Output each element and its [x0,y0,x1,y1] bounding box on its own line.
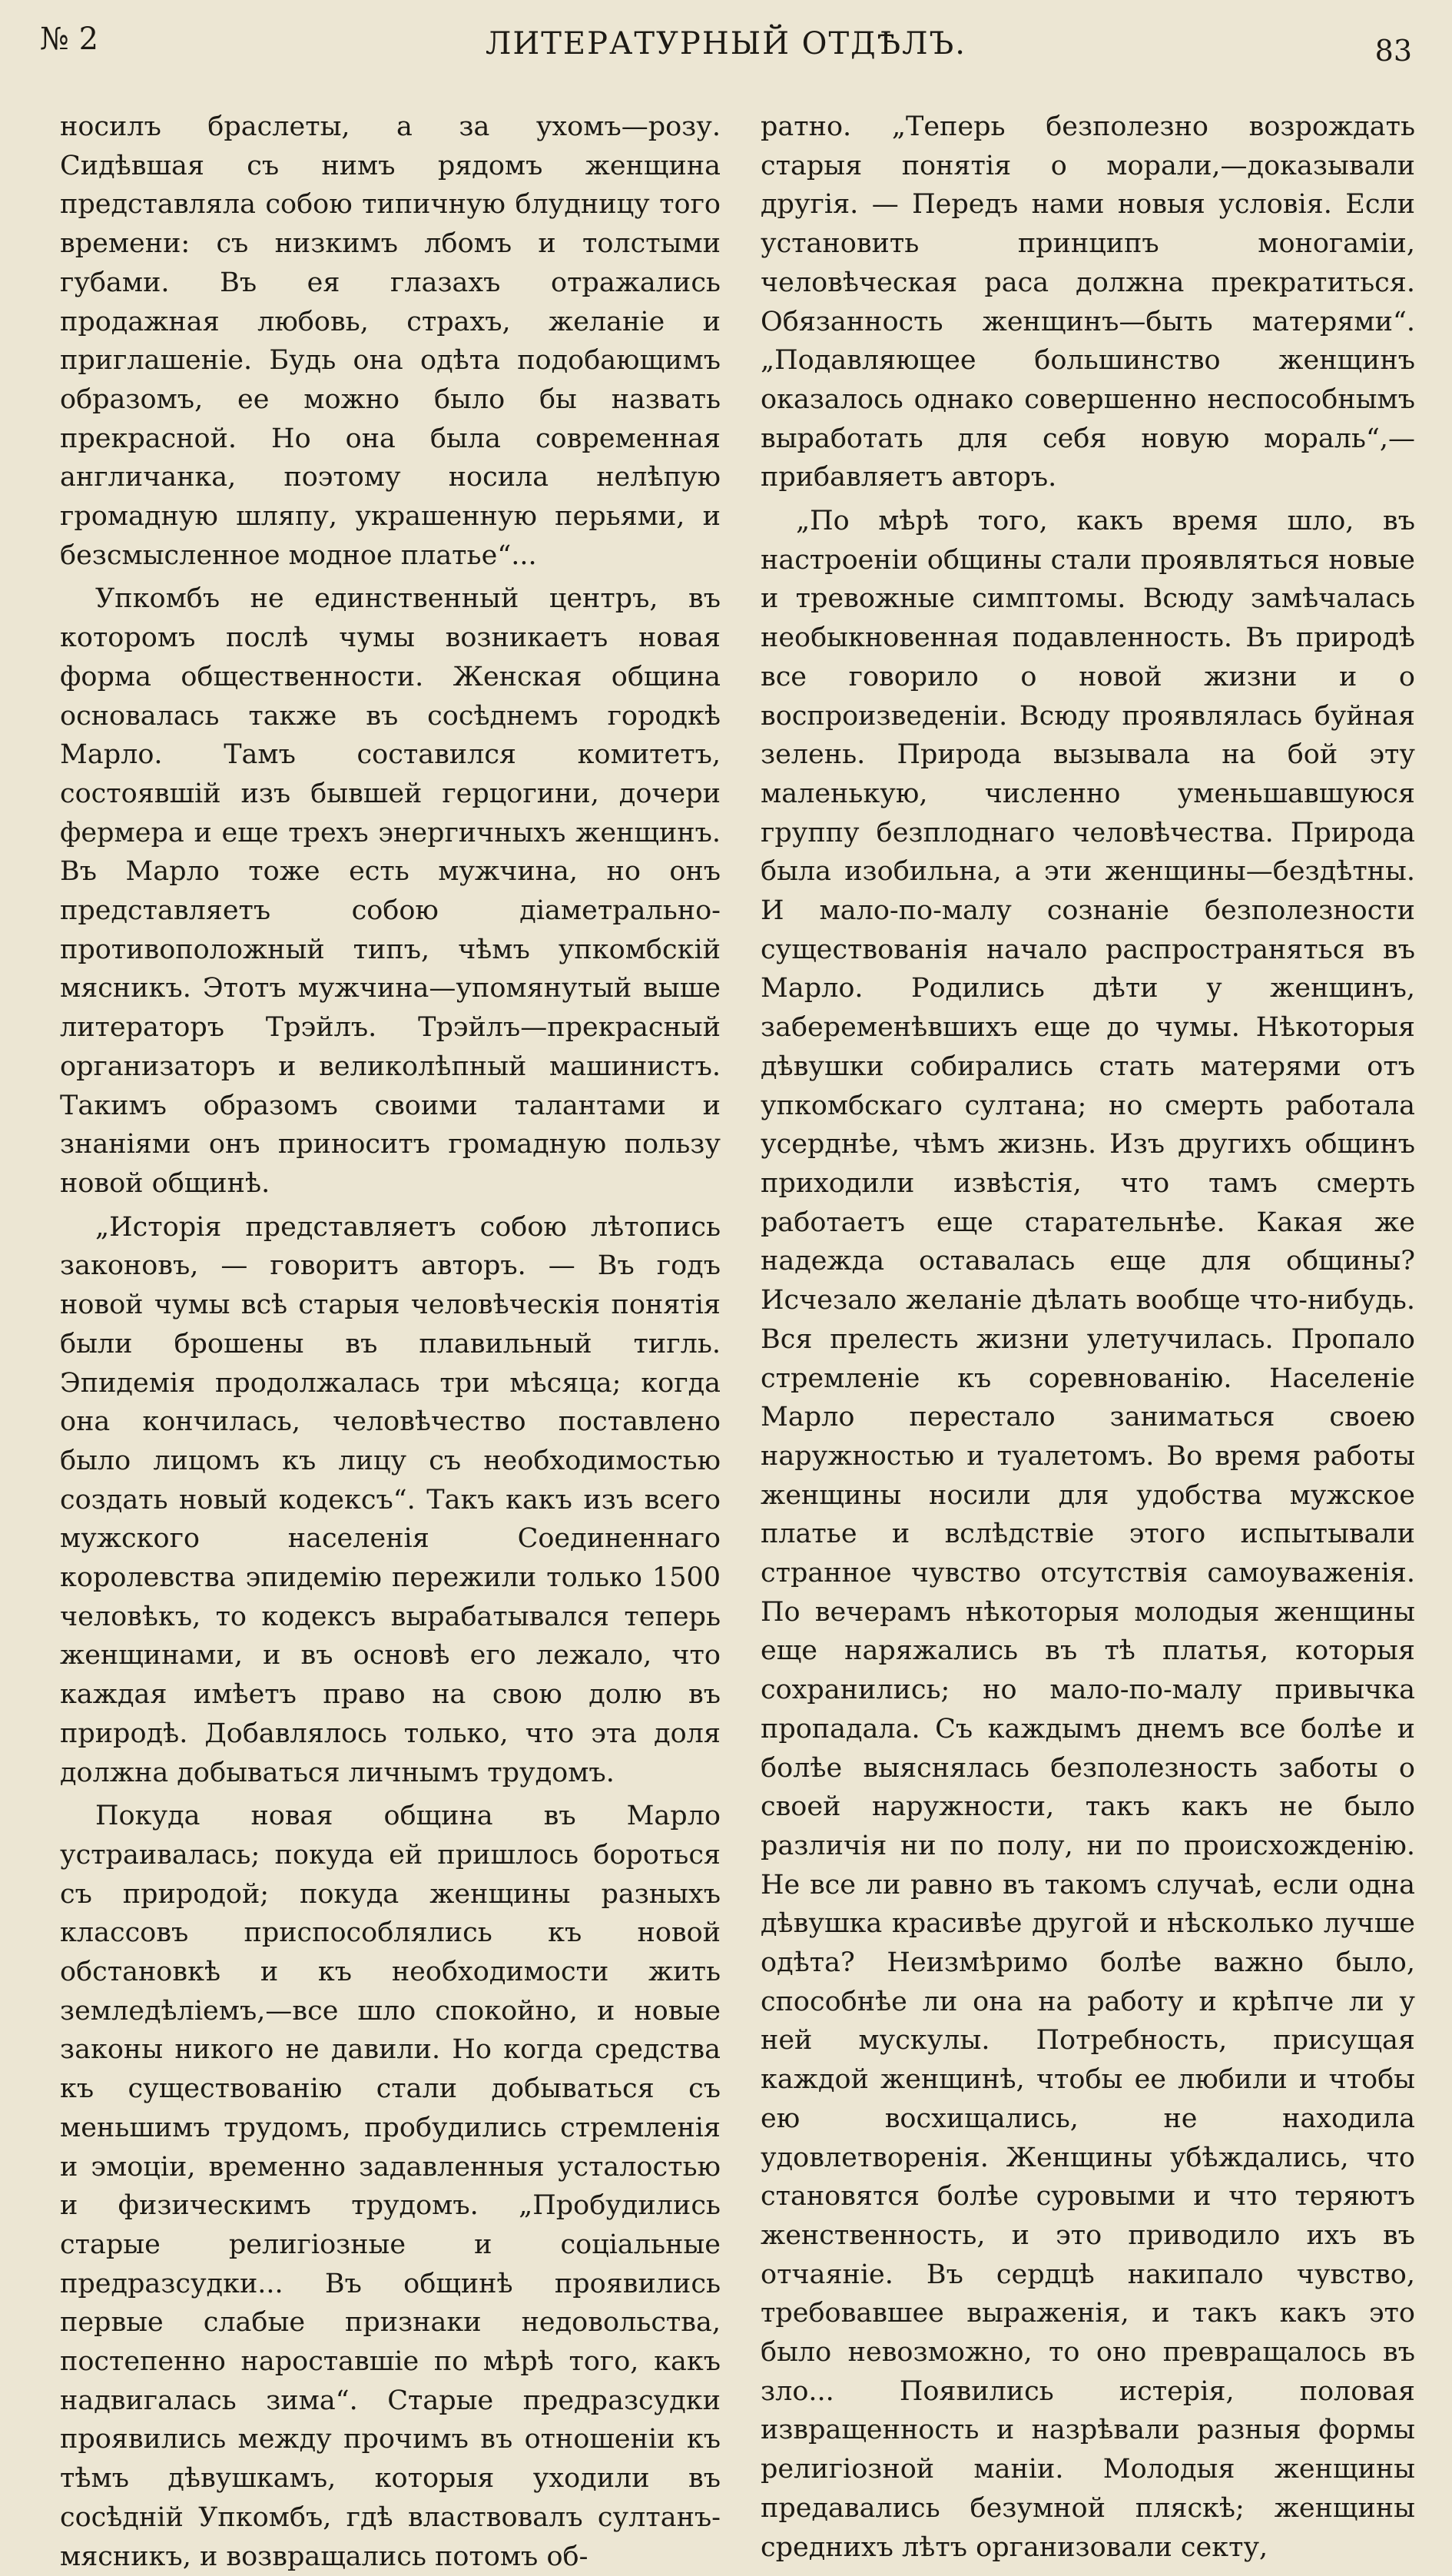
paragraph: носилъ браслеты, а за ухомъ—розу. Сидѣвшая съ нимъ рядомъ женщина представляла собою типичную блудницу того времени: съ низкимъ лбомъ и толстыми губами. Въ ея глазахъ отражались продажная любовь, страхъ, желаніе и приглашеніе. Будь она одѣта подобающимъ образомъ, ее можно было бы назвать прекрасной. Но она была современная англичанка, поэтому носила нелѣпую громадную шляпу, украшенную перьями, и безсмысленное модное платье“... [60,111,721,571]
section-title: ЛИТЕРАТУРНЫЙ ОТДѢЛЪ. [485,26,966,61]
paragraph: „По мѣрѣ того, какъ время шло, въ настроеніи общины стали проявляться новые и тревожные симптомы. Всюду замѣчалась необыкновенная подавленность. Въ природѣ все говорило о новой жизни и о воспроизведеніи. Всюду проявлялась буйная зелень. Природа вызывала на бой эту маленькую, численно уменьшавшуюся группу безплоднаго человѣчества. Природа была изобильна, а эти женщины—бездѣтны. И мало-по-малу сознаніе безполезности существованія начало распространяться въ Марло. Родились дѣти у женщинъ, забеременѣвшихъ еще до чумы. Нѣкоторыя дѣвушки собирались стать матерями отъ упкомбскаго султана; но смерть работала усерднѣе, чѣмъ жизнь. Изъ другихъ общинъ приходили извѣстія, что тамъ смерть работаетъ еще старательнѣе. Какая же надежда оставалась еще для общины? Исчезало желаніе дѣлать вообще что-нибудь. Вся прелесть жизни улетучилась. Пропало стремленіе къ соревнованію. Населеніе Марло перестало заниматься своею наружностью и туалетомъ. Во время работы женщины носили для удобства мужское платье и вслѣдствіе этого испытывали странное чувство отсутствія самоуваженія. По вечерамъ нѣкоторыя молодыя женщины еще наряжались въ тѣ платья, которыя сохранились; но мало-по-малу привычка пропадала. Съ каждымъ днемъ все болѣе и болѣе выяснялась безполезность заботы о своей наружности, такъ какъ не было различія ни по полу, ни по происхожденію. Не все ли равно въ такомъ случаѣ, если одна дѣвушка красивѣе другой и нѣсколько лучше одѣта? Неизмѣримо болѣе важно было, способнѣе ли она на работу и крѣпче ли у ней мускулы. Потребность, присущая каждой женщинѣ, чтобы ее любили и чтобы ею восхищались, не находила удовлетворенія. Женщины убѣждались, что становятся болѣе суровыми и что теряютъ женственность, и это приводило ихъ въ отчаяніе. Въ сердцѣ накипало чувство, требовавшее выраженія, и такъ какъ это было невозможно, то оно превращалось въ зло... Появились истерія, половая извращенность и назрѣвали разныя формы религіозной маніи. Молодыя женщины предавались безумной пляскѣ; женщины среднихъ лѣтъ организовали секту, [761,506,1415,2563]
issue-number: № 2 [40,22,99,57]
page-number: 83 [1374,34,1412,68]
left-text-column [60,108,721,2572]
right-text-column [761,108,1415,2563]
paragraph: Упкомбъ не единственный центръ, въ которомъ послѣ чумы возникаетъ новая форма общественности. Женская община основалась также въ сосѣднемъ городкѣ Марло. Тамъ составился комитетъ, состоявшій изъ бывшей герцогини, дочери фермера и еще трехъ энергичныхъ женщинъ. Въ Марло тоже есть мужчина, но онъ представляетъ собою діаметрально-противоположный типъ, чѣмъ упкомбскій мясникъ. Этотъ мужчина—упомянутый выше литераторъ Трэйлъ. Трэйлъ—прекрасный организаторъ и великолѣпный машинистъ. Такимъ образомъ своими талантами и знаніями онъ приноситъ громадную пользу новой общинѣ. [60,583,721,1199]
paragraph: „Исторія представляетъ собою лѣтопись законовъ, — говоритъ авторъ. — Въ годъ новой чумы всѣ старыя человѣческія понятія были брошены въ плавильный тигль. Эпидемія продолжалась три мѣсяца; когда она кончилась, человѣчество поставлено было лицомъ къ лицу съ необходимостью создать новый кодексъ“. Такъ какъ изъ всего мужского населенія Соединеннаго королевства эпидемію пережили только 1500 человѣкъ, то кодексъ вырабатывался теперь женщинами, и въ основѣ его лежало, что каждая имѣетъ право на свою долю въ природѣ. Добавлялось только, что эта доля должна добываться личнымъ трудомъ. [60,1211,721,1788]
paragraph: ратно. „Теперь безполезно возрождать старыя понятія о морали,—доказывали другія. — Передъ нами новыя условія. Если установить принципъ моногаміи, человѣческая раса должна прекратиться. Обязанность женщинъ—быть матерями“. „Подавляющее большинство женщинъ оказалось однако совершенно неспособнымъ выработать для себя новую мораль“,—прибавляетъ авторъ. [761,111,1415,493]
paragraph: Покуда новая община въ Марло устраивалась; покуда ей пришлось бороться съ природой; покуда женщины разныхъ классовъ приспособлялись къ новой обстановкѣ и къ необходимости жить земледѣліемъ,—все шло спокойно, и новые законы никого не давили. Но когда средства къ существованію стали добываться съ меньшимъ трудомъ, пробудились стремленія и эмоціи, временно задавленныя усталостью и физическимъ трудомъ. „Пробудились старые религіозные и соціальные предразсудки... Въ общинѣ проявились первые слабые признаки недовольства, постепенно нароставшіе по мѣрѣ того, какъ надвигалась зима“. Старые предразсудки проявились между прочимъ въ отношеніи къ тѣмъ дѣвушкамъ, которыя уходили въ сосѣдній Упкомбъ, гдѣ властвовалъ султанъ-мясникъ, и возвращались потомъ об- [60,1801,721,2572]
page-header [0,0,1452,85]
